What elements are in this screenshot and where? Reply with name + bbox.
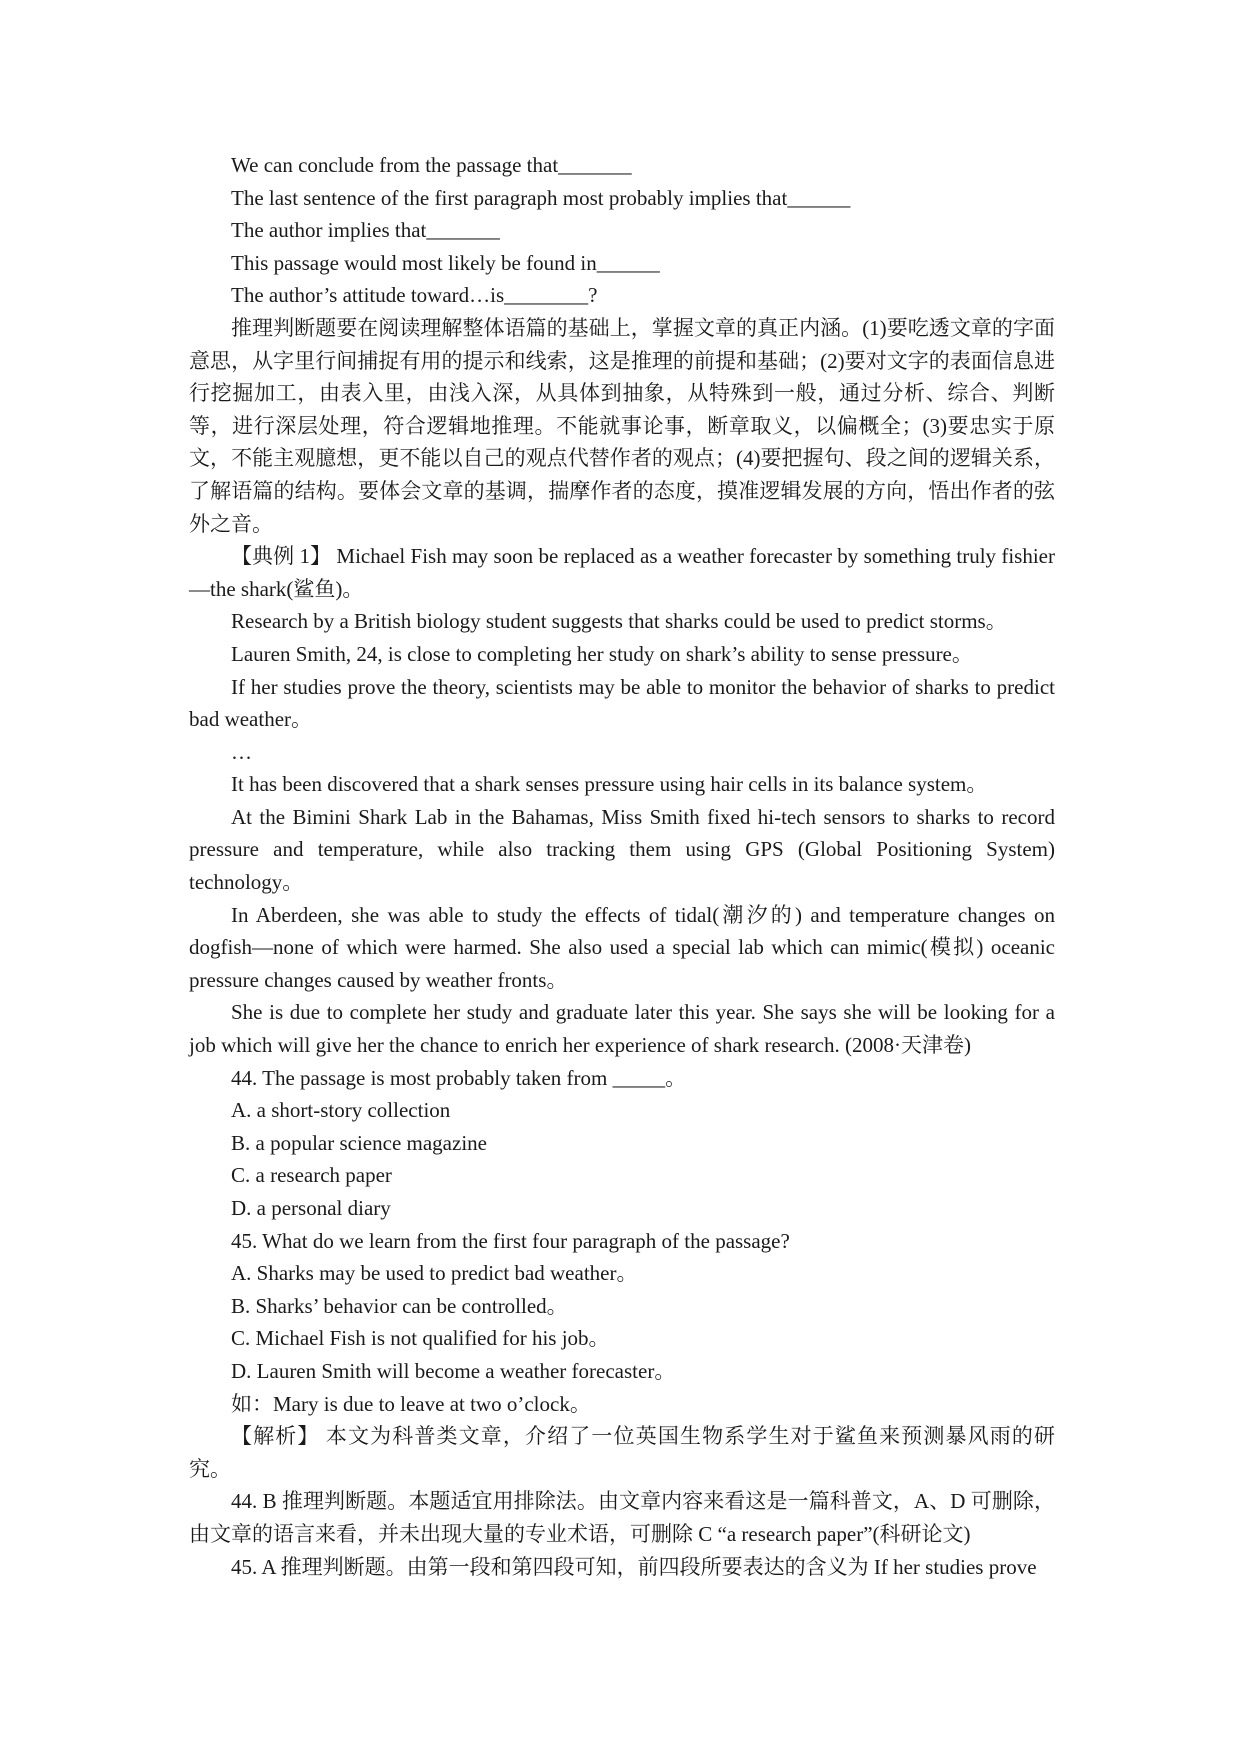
analysis-paragraph (189, 1420, 1055, 1485)
example-first-sentence: Michael Fish may soon be replaced as a weather forecaster by something truly fishier—the shark(鲨鱼)。 (189, 544, 1055, 601)
question-44-option-d: D. a personal diary (231, 1196, 391, 1220)
passage-paragraph-3: If her studies prove the theory, scientists may be able to monitor the behavior of sharks to predict bad weather。 (189, 674, 1055, 732)
question-45-option-a: A. Sharks may be used to predict bad weather。 (231, 1261, 638, 1286)
usage-example-line: 如：Mary is due to leave at two o’clock。 (231, 1391, 591, 1416)
question-44-stem: 44. The passage is most probably taken from _____。 (231, 1065, 687, 1090)
question-stem-line-5: The author’s attitude toward…is________? (231, 283, 598, 308)
analysis-label: 【解析】 (231, 1424, 320, 1449)
question-stem-line-4: This passage would most likely be found in______ (231, 250, 660, 275)
passage-paragraph-1: Research by a British biology student suggests that sharks could be used to predict storms。 (231, 609, 1007, 634)
question-44-option-b: B. a popular science magazine (231, 1130, 487, 1155)
example-label: 【典例 1】 (231, 544, 332, 569)
question-45-option-c: C. Michael Fish is not qualified for his job。 (231, 1326, 610, 1351)
question-44-option-c: C. a research paper (231, 1163, 392, 1188)
example-paragraph (189, 540, 1055, 605)
passage-paragraph-5: At the Bimini Shark Lab in the Bahamas, Miss Smith fixed hi-tech sensors to sharks to record pressure and temperature, while also tracking them using GPS (Global Positioning System) technology。 (189, 804, 1055, 895)
question-45-stem: 45. What do we learn from the first four paragraph of the passage? (231, 1228, 790, 1253)
question-45-option-d: D. Lauren Smith will become a weather forecaster。 (231, 1358, 676, 1383)
answer-45-explanation: 45. A 推理判断题。由第一段和第四段可知，前四段所要表达的含义为 If her studies prove (231, 1554, 1037, 1579)
analysis-text: 本文为科普类文章，介绍了一位英国生物系学生对于鲨鱼来预测暴风雨的研究。 (189, 1424, 1055, 1481)
document-page (189, 149, 1055, 1583)
question-stem-line-2: The last sentence of the first paragraph most probably implies that______ (231, 185, 851, 210)
passage-paragraph-6: In Aberdeen, she was able to study the effects of tidal(潮汐的) and temperature changes on dogfish—none of which were harmed. She also used a special lab which can mimic(模拟) oceanic pressure changes caused by weather fronts。 (189, 902, 1055, 992)
answer-44-explanation: 44. B 推理判断题。本题适宜用排除法。由文章内容来看这是一篇科普文，A、D 可删除，由文章的语言来看，并未出现大量的专业术语，可删除 C “a research paper”(科研论文) (189, 1489, 1055, 1546)
question-44-option-a: A. a short-story collection (231, 1098, 451, 1123)
question-stem-line-3: The author implies that_______ (231, 218, 500, 243)
question-stem-line-1: We can conclude from the passage that_______ (231, 153, 632, 177)
passage-paragraph-4: It has been discovered that a shark senses pressure using hair cells in its balance system。 (231, 772, 988, 797)
question-45-option-b: B. Sharks’ behavior can be controlled。 (231, 1293, 568, 1318)
passage-paragraph-2: Lauren Smith, 24, is close to completing her study on shark’s ability to sense pressure。 (231, 641, 973, 666)
passage-paragraph-7: She is due to complete her study and graduate later this year. She says she will be looking for a job which will give her the chance to enrich her experience of shark research. (2008·天津卷) (189, 1000, 1055, 1058)
intro-paragraph: 推理判断题要在阅读理解整体语篇的基础上，掌握文章的真正内涵。(1)要吃透文章的字面意思，从字里行间捕捉有用的提示和线索，这是推理的前提和基础；(2)要对文字的表面信息进行挖掘加工，由表入里，由浅入深，从具体到抽象，从特殊到一般，通过分析、综合、判断等，进行深层处理，符合逻辑地推理。不能就事论事，断章取义，以偏概全；(3)要忠实于原文，不能主观臆想，更不能以自己的观点代替作者的观点；(4)要把握句、段之间的逻辑关系，了解语篇的结构。要体会文章的基调，揣摩作者的态度，摸准逻辑发展的方向，悟出作者的弦外之音。 (189, 315, 1055, 536)
passage-ellipsis: … (231, 739, 252, 764)
